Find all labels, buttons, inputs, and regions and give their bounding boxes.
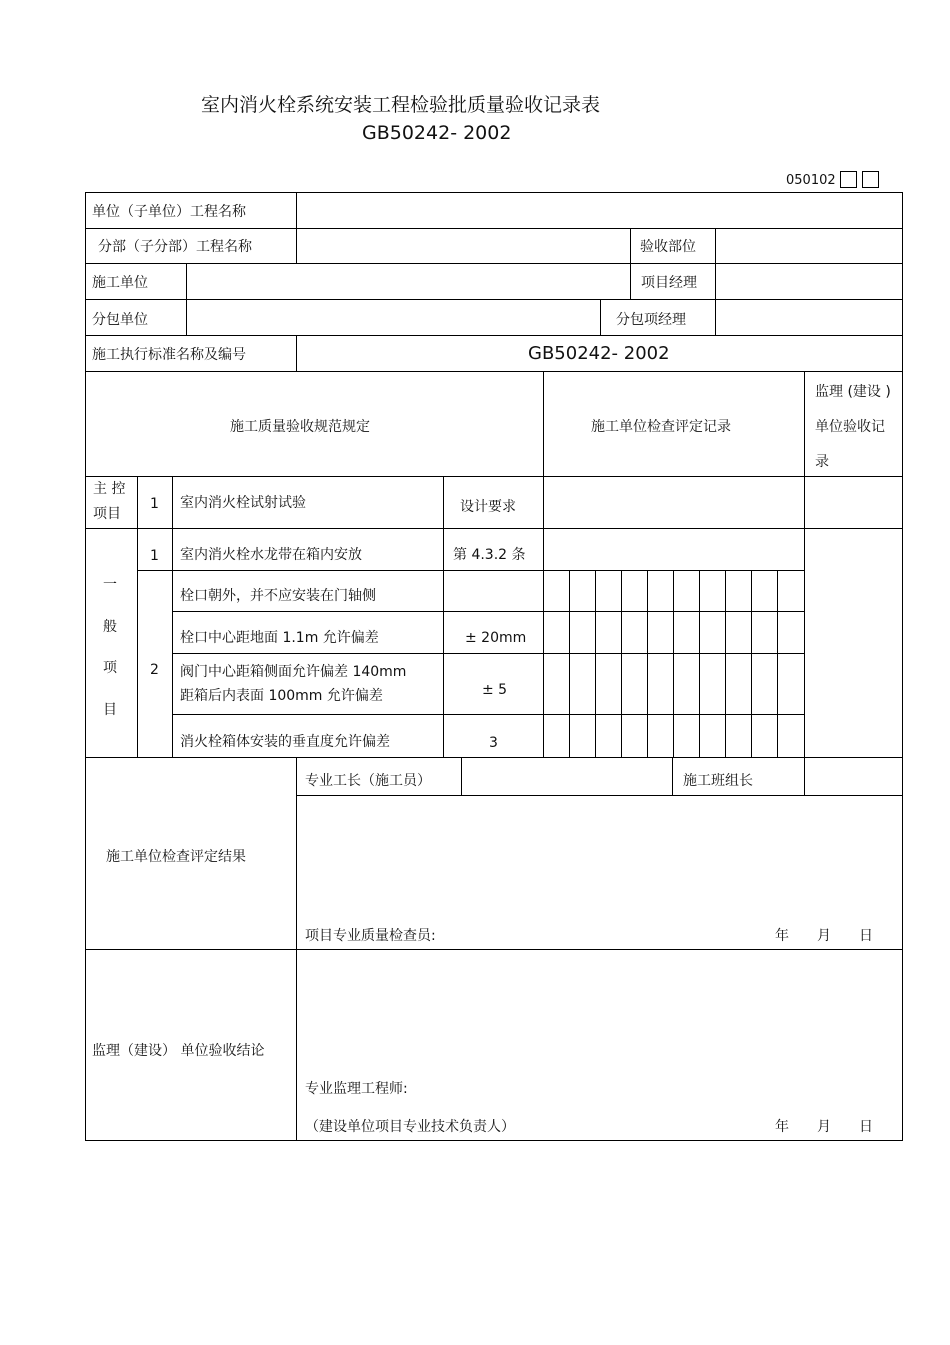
general-item2b-req: ± 20mm	[465, 630, 527, 646]
main-control-item: 室内消火栓试射试验	[180, 495, 306, 511]
contractor-day: 日	[859, 928, 873, 944]
main-control-requirement: 设计要求	[460, 499, 516, 515]
form-code-box-2[interactable]	[862, 171, 879, 188]
general-item1-no: 1	[150, 548, 159, 564]
subcontractor-field[interactable]	[187, 300, 599, 334]
general-item2c-line2: 距箱后内表面 100mm 允许偏差	[180, 688, 383, 704]
general-label-char-4: 目	[103, 702, 117, 718]
spec-header: 施工质量验收规范规定	[230, 419, 370, 435]
main-control-label-1: 主 控	[93, 481, 126, 497]
general-item1: 室内消火栓水龙带在箱内安放	[180, 547, 362, 563]
inspector-label: 项目专业质量检查员:	[305, 928, 436, 944]
project-manager-label: 项目经理	[641, 275, 697, 291]
main-control-no: 1	[150, 496, 159, 512]
main-control-label-2: 项目	[93, 506, 121, 522]
contractor-result-field[interactable]	[297, 796, 901, 916]
record-header: 施工单位检查评定记录	[591, 419, 731, 435]
supervision-header-line1: 监理 (建设 )	[815, 384, 891, 400]
supervision-header-line2: 单位验收记	[815, 419, 885, 435]
general-item1-req: 第 4.3.2 条	[453, 547, 526, 563]
form-code: 050102	[786, 173, 836, 188]
general-item2c-line1: 阀门中心距箱侧面允许偏差 140mm	[180, 664, 407, 680]
general-label-char-1: 一	[103, 577, 117, 593]
supervision-day: 日	[859, 1119, 873, 1135]
team-leader-label: 施工班组长	[683, 773, 753, 789]
supervision-year: 年	[775, 1119, 789, 1135]
sub-manager-field[interactable]	[716, 300, 901, 334]
unit-name-label: 单位（子单位）工程名称	[92, 204, 246, 220]
contractor-year: 年	[775, 928, 789, 944]
engineer-label: 专业监理工程师:	[305, 1081, 408, 1097]
subcontractor-label: 分包单位	[92, 312, 148, 328]
general-label-char-3: 项	[103, 660, 117, 676]
contractor-month: 月	[817, 928, 831, 944]
owner-label: （建设单位项目专业技术负责人）	[305, 1119, 515, 1135]
unit-name-field[interactable]	[297, 193, 901, 227]
form-code-box-1[interactable]	[840, 171, 857, 188]
subdivision-label: 分部（子分部）工程名称	[98, 239, 252, 255]
general-item2c-req: ± 5	[482, 682, 508, 698]
general-label-char-2: 般	[103, 619, 117, 635]
acceptance-part-label: 验收部位	[640, 239, 696, 255]
supervision-result-field[interactable]	[297, 950, 901, 1070]
general-item2-no: 2	[150, 662, 159, 678]
general-item2b: 栓口中心距地面 1.1m 允许偏差	[180, 630, 379, 646]
supervision-result-label: 监理（建设） 单位验收结论	[92, 1043, 265, 1059]
general-item2d-req: 3	[489, 735, 498, 751]
acceptance-part-field[interactable]	[716, 229, 901, 262]
foreman-label: 专业工长（施工员）	[305, 773, 431, 789]
project-manager-field[interactable]	[716, 264, 901, 298]
page-subtitle: GB50242- 2002	[362, 122, 512, 144]
team-leader-field[interactable]	[805, 758, 901, 794]
contractor-field[interactable]	[187, 264, 629, 298]
supervision-header-line3: 录	[815, 454, 829, 470]
contractor-result-label: 施工单位检查评定结果	[106, 849, 246, 865]
contractor-label: 施工单位	[92, 275, 148, 291]
page-title: 室内消火栓系统安装工程检验批质量验收记录表	[201, 94, 601, 116]
general-item2a: 栓口朝外，并不应安装在门轴侧	[180, 588, 376, 604]
subdivision-field[interactable]	[297, 229, 629, 262]
standard-label: 施工执行标准名称及编号	[92, 347, 246, 363]
supervision-month: 月	[817, 1119, 831, 1135]
standard-value: GB50242- 2002	[528, 343, 670, 364]
foreman-field[interactable]	[462, 758, 671, 794]
general-item2d: 消火栓箱体安装的垂直度允许偏差	[180, 734, 390, 750]
sub-manager-label: 分包项经理	[616, 312, 686, 328]
